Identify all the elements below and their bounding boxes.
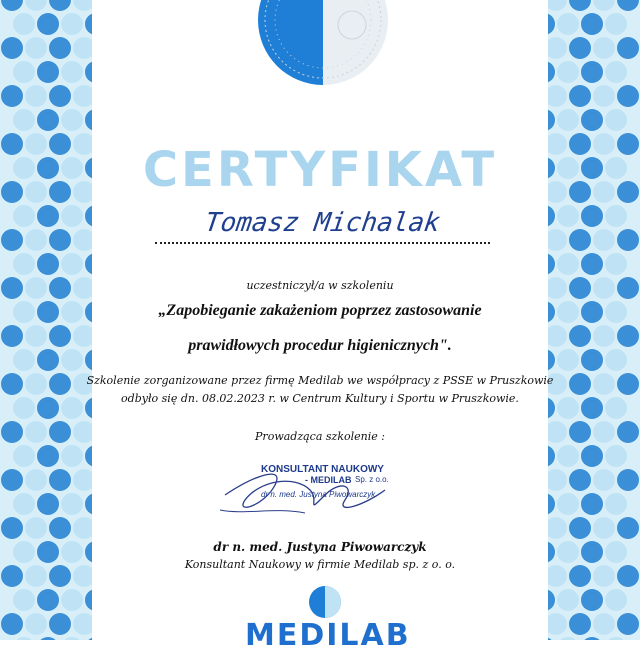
stamp-line-2: - MEDILAB [305, 475, 352, 485]
logo-text: MEDILAB [245, 618, 411, 653]
lecturer-role: Konsultant Naukowy w firmie Medilab sp. z o. o. [184, 558, 456, 571]
logo-circle-icon [245, 580, 405, 620]
lecturer-name: dr n. med. Justyna Piwowarczyk [213, 540, 427, 554]
stamp-line-4: dr n. med. Justyna Piwowarczyk [261, 490, 376, 499]
participant-name: Tomasz Michalak [202, 208, 443, 238]
organization-line-1: Szkolenie zorganizowane przez firmę Medilab we współpracy z PSSE w Pruszkowie [86, 374, 554, 387]
stamp-line-3: Sp. z o.o. [355, 475, 389, 484]
seal-emblem [258, 0, 388, 100]
course-title-line-2: prawidłowych procedur higienicznych". [188, 337, 452, 354]
participation-text: uczestniczył/a w szkoleniu [246, 279, 394, 292]
handwritten-signature [215, 455, 395, 525]
organization-line-2: odbyło się dn. 08.02.2023 r. w Centrum Kultury i Sportu w Pruszkowie. [121, 392, 519, 405]
certificate-title: CERTYFIKAT [142, 142, 498, 198]
medilab-logo [245, 580, 411, 653]
course-title-line-1: „Zapobieganie zakażeniom poprzez zastosowanie [158, 302, 482, 319]
stamp-line-1: KONSULTANT NAUKOWY [261, 464, 384, 475]
name-dotted-line [155, 242, 490, 244]
lecturer-label: Prowadząca szkolenie : [255, 430, 385, 443]
